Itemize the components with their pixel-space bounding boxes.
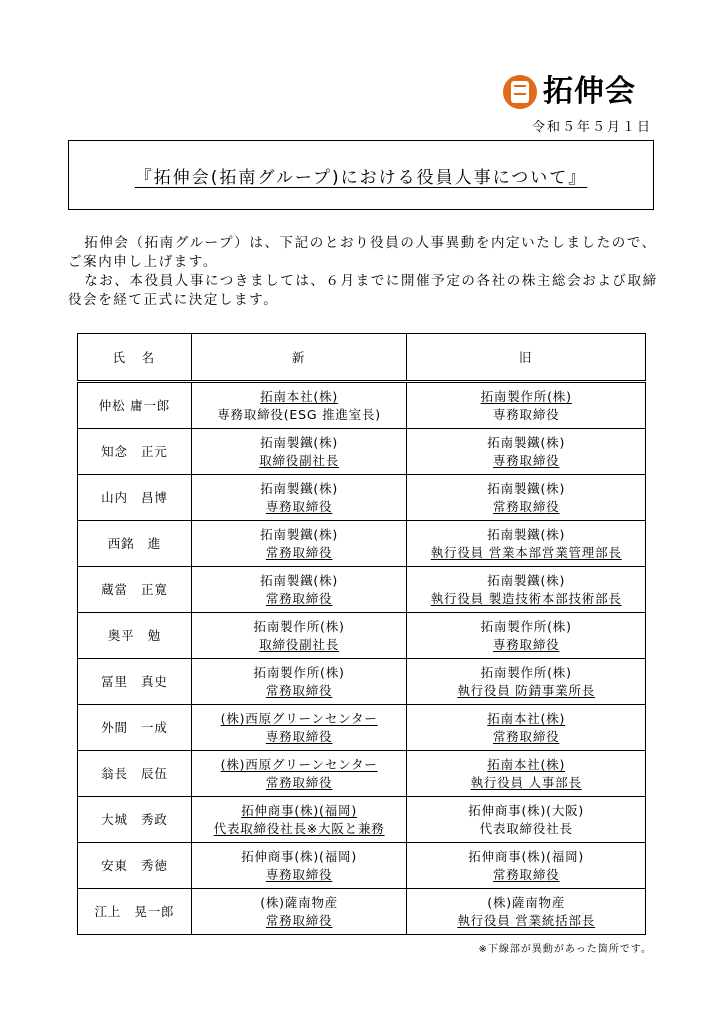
new-position xyxy=(191,843,407,889)
old-position-line: 専務取締役 xyxy=(492,452,560,468)
old-position-line: 拓南製作所(株) xyxy=(480,664,572,680)
new-position-line: (株)西原グリーンセンター xyxy=(220,756,378,772)
new-position-line: 常務取締役 xyxy=(265,912,333,928)
table-row xyxy=(78,475,646,521)
new-position-line: 常務取締役 xyxy=(265,774,333,790)
table-row xyxy=(78,659,646,705)
intro-text xyxy=(68,234,658,310)
old-position-line: 執行役員 防錆事業所長 xyxy=(457,682,596,698)
header-new: 新 xyxy=(191,334,407,382)
table-row xyxy=(78,751,646,797)
old-position-line: (株)薩南物産 xyxy=(487,894,566,910)
header-old: 旧 xyxy=(407,334,646,382)
new-position-line: 常務取締役 xyxy=(265,544,333,560)
old-position-line: 拓南製作所(株) xyxy=(480,618,572,634)
new-position xyxy=(191,659,407,705)
old-position xyxy=(407,889,646,935)
new-position xyxy=(191,521,407,567)
table-row xyxy=(78,521,646,567)
old-position xyxy=(407,475,646,521)
company-name: 拓伸会 xyxy=(543,74,636,109)
new-position xyxy=(191,382,407,429)
new-position-line: 常務取締役 xyxy=(265,590,333,606)
table-row xyxy=(78,843,646,889)
old-position-line: 執行役員 営業本部営業管理部長 xyxy=(430,544,622,560)
new-position-line: 拓南製作所(株) xyxy=(253,618,345,634)
person-name: 仲松 庸一郎 xyxy=(78,382,192,429)
new-position-line: 取締役副社長 xyxy=(259,452,340,468)
person-name: 西銘 進 xyxy=(78,521,192,567)
new-position-line: 拓南製鐵(株) xyxy=(260,526,339,542)
person-name: 奥平 勉 xyxy=(78,613,192,659)
old-position-line: 専務取締役 xyxy=(492,406,560,422)
new-position xyxy=(191,751,407,797)
old-position xyxy=(407,659,646,705)
old-position xyxy=(407,521,646,567)
old-position xyxy=(407,382,646,429)
new-position xyxy=(191,567,407,613)
new-position-line: 拓南製鐵(株) xyxy=(260,572,339,588)
old-position-line: 拓南本社(株) xyxy=(487,710,566,726)
table-row xyxy=(78,429,646,475)
table-row xyxy=(78,567,646,613)
old-position xyxy=(407,613,646,659)
old-position-line: 拓南本社(株) xyxy=(487,756,566,772)
personnel-table xyxy=(77,333,646,935)
person-name: 江上 晃一郎 xyxy=(78,889,192,935)
company-logo xyxy=(503,74,636,110)
new-position-line: 拓南製鐵(株) xyxy=(260,434,339,450)
old-position-line: 常務取締役 xyxy=(492,498,560,514)
person-name: 外間 一成 xyxy=(78,705,192,751)
document-title: 『拓伸会(拓南グループ)における役員人事について』 xyxy=(134,167,588,188)
old-position xyxy=(407,429,646,475)
new-position-line: 専務取締役 xyxy=(265,728,333,744)
old-position xyxy=(407,751,646,797)
old-position-line: 常務取締役 xyxy=(492,866,560,882)
intro-paragraph-1: 拓伸会（拓南グループ）は、下記のとおり役員の人事異動を内定いたしましたので、ご案内申し上げます。 xyxy=(68,235,657,270)
new-position-line: 拓伸商事(株)(福岡) xyxy=(241,802,358,818)
person-name: 安東 秀徳 xyxy=(78,843,192,889)
new-position xyxy=(191,475,407,521)
person-name: 蔵當 正寛 xyxy=(78,567,192,613)
new-position-line: (株)薩南物産 xyxy=(260,894,339,910)
old-position-line: 常務取締役 xyxy=(492,728,560,744)
new-position-line: (株)西原グリーンセンター xyxy=(220,710,378,726)
new-position-line: 専務取締役 xyxy=(265,498,333,514)
logo-mark-icon xyxy=(503,75,537,109)
old-position-line: 執行役員 営業統括部長 xyxy=(457,912,596,928)
old-position-line: 専務取締役 xyxy=(492,636,560,652)
old-position xyxy=(407,705,646,751)
old-position-line: 拓南製鐵(株) xyxy=(487,526,566,542)
new-position-line: 代表取締役社長※大阪と兼務 xyxy=(213,820,385,836)
old-position-line: 代表取締役社長 xyxy=(479,820,573,836)
header-name: 氏 名 xyxy=(78,334,192,382)
new-position xyxy=(191,797,407,843)
old-position-line: 拓南製作所(株) xyxy=(480,388,572,404)
table-row xyxy=(78,382,646,429)
old-position-line: 拓南製鐵(株) xyxy=(487,480,566,496)
new-position-line: 拓南製鐵(株) xyxy=(260,480,339,496)
person-name: 大城 秀政 xyxy=(78,797,192,843)
old-position xyxy=(407,567,646,613)
old-position xyxy=(407,797,646,843)
new-position xyxy=(191,705,407,751)
old-position-line: 執行役員 製造技術本部技術部長 xyxy=(430,590,622,606)
new-position-line: 拓伸商事(株)(福岡) xyxy=(241,848,358,864)
person-name: 翁長 辰伍 xyxy=(78,751,192,797)
intro-paragraph-2: なお、本役員人事につきましては、６月までに開催予定の各社の株主総会および取締役会を経て正式に決定します。 xyxy=(68,273,658,308)
new-position-line: 拓南本社(株) xyxy=(260,388,339,404)
new-position xyxy=(191,889,407,935)
old-position-line: 拓伸商事(株)(大阪) xyxy=(468,802,585,818)
person-name: 冨里 真史 xyxy=(78,659,192,705)
title-box xyxy=(68,140,654,210)
old-position-line: 拓南製鐵(株) xyxy=(487,572,566,588)
person-name: 知念 正元 xyxy=(78,429,192,475)
table-row xyxy=(78,797,646,843)
table-row xyxy=(78,613,646,659)
table-body xyxy=(78,382,646,935)
old-position xyxy=(407,843,646,889)
table-row xyxy=(78,889,646,935)
new-position-line: 常務取締役 xyxy=(265,682,333,698)
old-position-line: 拓伸商事(株)(福岡) xyxy=(468,848,585,864)
new-position-line: 取締役副社長 xyxy=(259,636,340,652)
table-row xyxy=(78,705,646,751)
new-position-line: 拓南製作所(株) xyxy=(253,664,345,680)
new-position-line: 専務取締役(ESG 推進室長) xyxy=(217,406,381,422)
new-position xyxy=(191,613,407,659)
old-position-line: 執行役員 人事部長 xyxy=(470,774,582,790)
new-position-line: 専務取締役 xyxy=(265,866,333,882)
new-position xyxy=(191,429,407,475)
document-date: 令和５年５月１日 xyxy=(531,120,652,135)
footnote: ※下線部が異動があった箇所です。 xyxy=(478,944,652,955)
old-position-line: 拓南製鐵(株) xyxy=(487,434,566,450)
person-name: 山内 昌博 xyxy=(78,475,192,521)
